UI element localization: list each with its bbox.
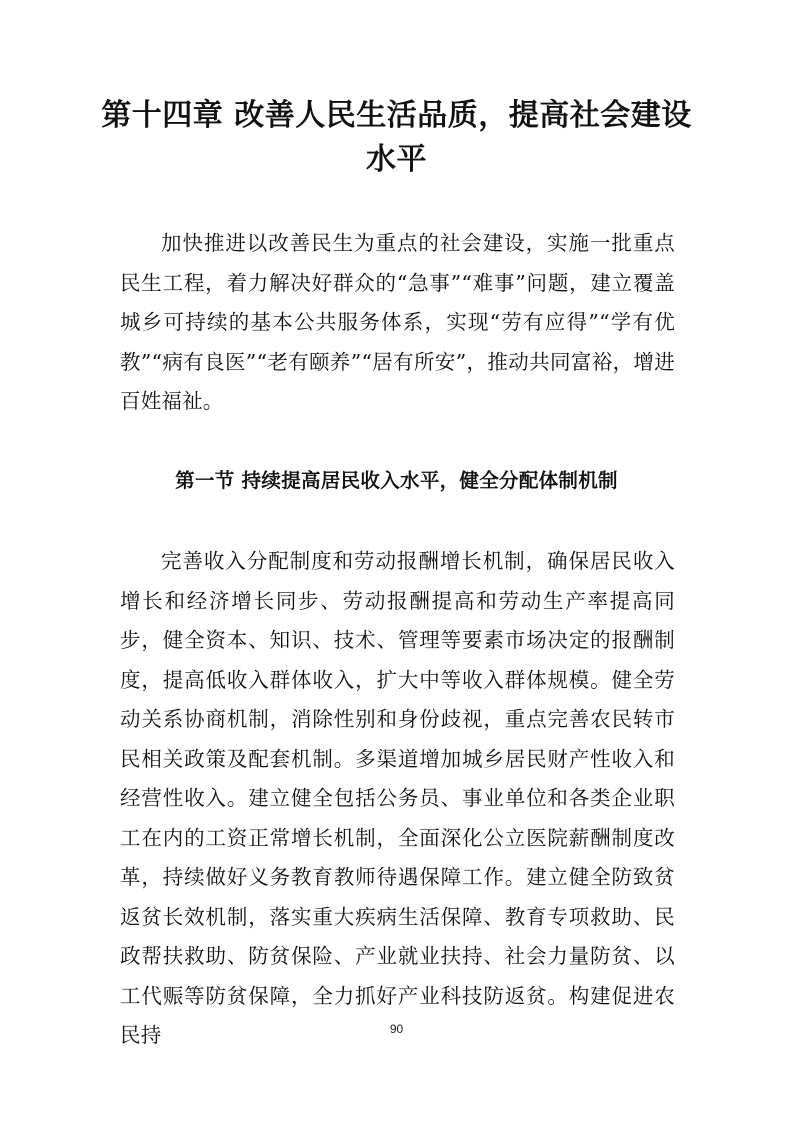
section-paragraph: 完善收入分配制度和劳动报酬增长机制，确保居民收入增长和经济增长同步、劳动报酬提高和劳动生产率提高同步，健全资本、知识、技术、管理等要素市场决定的报酬制度，提高低收入群体收入，扩大中等收入群体规模。健全劳动关系协商机制，消除性别和身份歧视，重点完善农民转市民相关政策及配套机制。多渠道增加城乡居民财产性收入和经营性收入。建立健全包括公务员、事业单位和各类企业职工在内的工资正常增长机制，全面深化公立医院薪酬制度改革，持续做好义务教育教师待遇保障工作。建立健全防致贫返贫长效机制，落实重大疾病生活保障、教育专项救助、民政帮扶救助、防贫保险、产业就业扶持、社会力量防贫、以工代赈等防贫保障，全力抓好产业科技防返贫。构建促进农民持 <box>120 549 675 1047</box>
section-title: 第一节 持续提高居民收入水平，健全分配体制机制 <box>175 469 618 492</box>
page-number: 90 <box>389 1022 404 1036</box>
intro-paragraph: 加快推进以改善民生为重点的社会建设，实施一批重点民生工程，着力解决好群众的“急事”“难事”问题，建立覆盖城乡可持续的基本公共服务体系，实现“劳有应得”“学有优教”“病有良医”“老有颐养”“居有所安”，推动共同富裕，增进百姓福祉。 <box>120 231 675 413</box>
chapter-title: 第十四章 改善人民生活品质，提高社会建设水平 <box>101 98 692 177</box>
